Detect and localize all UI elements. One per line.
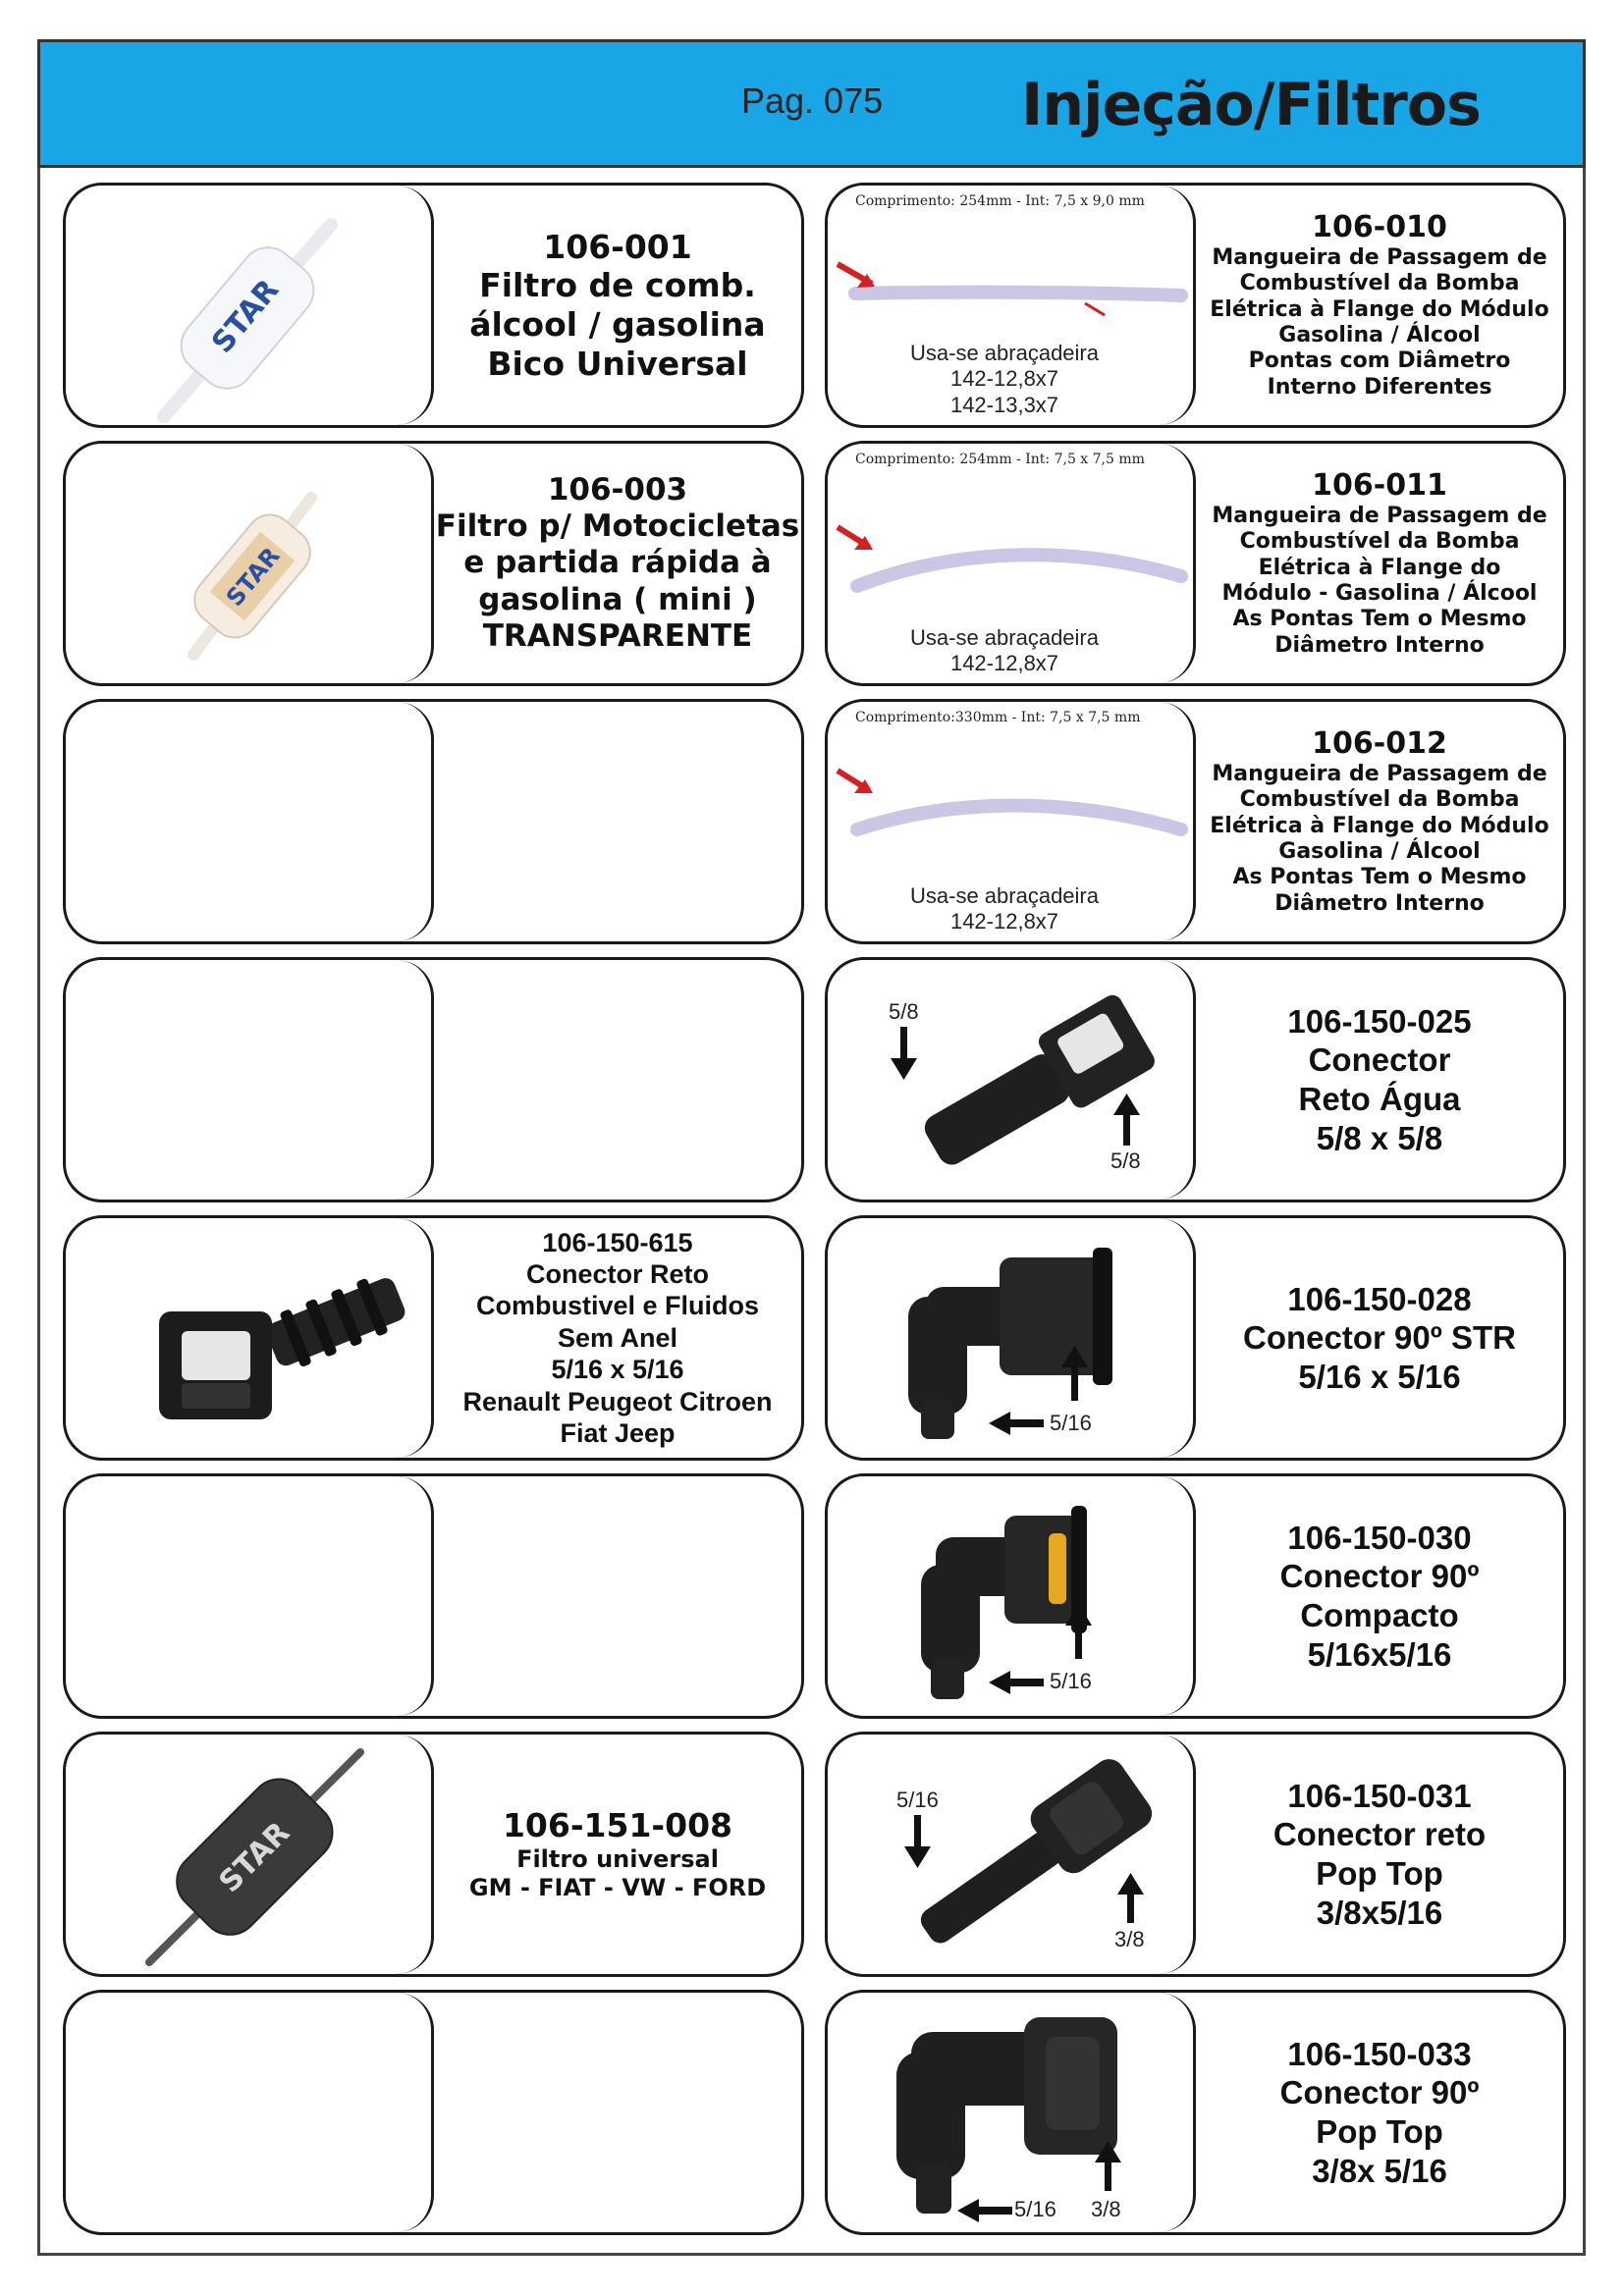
product-text (434, 186, 801, 425)
product-code: 106-150-031 (1287, 1777, 1472, 1814)
product-text (434, 444, 801, 683)
product-card-empty (63, 1990, 804, 2235)
product-code: 106-010 (1312, 209, 1447, 244)
product-text (1196, 1218, 1563, 1458)
product-image (828, 186, 1196, 425)
product-card (63, 1732, 804, 1977)
product-code: 106-150-028 (1287, 1280, 1472, 1317)
product-card (825, 699, 1566, 944)
hose-length: Comprimento: 254mm - Int: 7,5 x 7,5 mm (855, 452, 1145, 467)
product-text (434, 1218, 801, 1458)
product-desc: 5/8 x 5/8 (1316, 1119, 1443, 1156)
product-code: 106-150-025 (1287, 1002, 1472, 1040)
product-text (1196, 702, 1563, 941)
product-desc: Pop Top (1316, 2113, 1443, 2150)
fuel-filter-icon (66, 444, 434, 683)
product-desc: 3/8x 5/16 (1312, 2152, 1447, 2189)
product-card-empty (63, 1473, 804, 1719)
product-desc: Gasolina / Álcool (1278, 839, 1481, 864)
product-desc: Combustivel e Fluidos (475, 1291, 760, 1321)
hose-note: Usa-se abraçadeira 142-12,8x7 (910, 625, 1099, 676)
product-code: 106-011 (1312, 467, 1447, 503)
svg-text:STAR: STAR (220, 542, 286, 613)
product-desc: Conector Reto (525, 1259, 709, 1290)
size-label: 5/8 (1110, 1148, 1141, 1173)
product-image (66, 1218, 434, 1458)
product-desc: Mangueira de Passagem de (1212, 761, 1547, 786)
product-desc: Elétrica à Flange do Módulo (1210, 813, 1549, 838)
product-code: 106-003 (547, 472, 688, 508)
product-card-empty (63, 699, 804, 944)
product-image (828, 702, 1196, 941)
product-desc: TRANSPARENTE (482, 617, 753, 654)
fuel-filter-icon (66, 186, 434, 425)
product-card (825, 1215, 1566, 1461)
arrow-icon (957, 2199, 1012, 2222)
product-desc: Diâmetro Interno (1274, 632, 1485, 658)
product-card (825, 441, 1566, 686)
product-desc: 5/16x5/16 (1307, 1635, 1452, 1673)
connector-icon (828, 1993, 1196, 2232)
product-desc: Compacto (1300, 1597, 1459, 1633)
product-desc: Combustível da Bomba (1239, 271, 1520, 296)
product-desc: Gasolina / Álcool (1278, 323, 1481, 347)
product-text (434, 1735, 801, 1974)
product-desc: Conector 90º STR (1243, 1319, 1516, 1357)
product-desc: Conector 90º (1279, 1558, 1480, 1595)
size-label: 5/16 (1014, 2197, 1056, 2221)
product-code: 106-151-008 (502, 1806, 733, 1845)
product-desc: Reto Água (1298, 1081, 1461, 1117)
connector-icon (828, 1476, 1196, 1716)
product-desc: 5/16 x 5/16 (551, 1355, 684, 1385)
product-desc: Bico Universal (487, 344, 748, 383)
product-desc: Módulo - Gasolina / Álcool (1221, 581, 1538, 606)
product-text (1196, 186, 1563, 425)
product-image (66, 960, 434, 1200)
product-code: 106-150-033 (1287, 2035, 1472, 2072)
product-desc: 3/8x5/16 (1316, 1894, 1443, 1931)
size-label: 5/16 (1050, 1411, 1092, 1435)
fuel-filter-icon (66, 1735, 434, 1974)
product-desc: As Pontas Tem o Mesmo (1232, 607, 1527, 632)
product-card (825, 957, 1566, 1202)
product-text (1196, 1476, 1563, 1716)
product-desc: Elétrica à Flange do Módulo (1210, 296, 1549, 322)
product-text (1196, 444, 1563, 683)
product-desc: e partida rápida à (463, 545, 772, 581)
product-card (825, 1990, 1566, 2235)
product-text (1196, 960, 1563, 1200)
product-card (825, 183, 1566, 428)
product-desc: Elétrica à Flange do (1258, 555, 1501, 580)
size-label: 5/8 (889, 999, 919, 1024)
product-image (828, 444, 1196, 683)
product-image (828, 1476, 1196, 1716)
connector-icon (66, 1218, 434, 1458)
connector-icon (828, 960, 1196, 1200)
product-desc: Filtro p/ Motocicletas (435, 508, 800, 545)
product-code: 106-150-030 (1287, 1519, 1472, 1556)
product-card (63, 183, 804, 428)
product-desc: As Pontas Tem o Mesmo (1232, 865, 1527, 890)
product-image (66, 1993, 434, 2232)
product-card (825, 1732, 1566, 1977)
product-image (66, 444, 434, 683)
product-text (1196, 1993, 1563, 2232)
svg-text:STAR: STAR (205, 273, 287, 360)
product-desc: Pontas com Diâmetro (1248, 348, 1511, 374)
svg-text:STAR: STAR (212, 1815, 298, 1900)
hose-note: Usa-se abraçadeira 142-12,8x7 142-13,3x7 (910, 341, 1099, 417)
product-image (66, 702, 434, 941)
arrow-icon (989, 1671, 1044, 1694)
arrow-icon (1117, 1873, 1144, 1923)
product-image (828, 960, 1196, 1200)
arrow-icon (891, 1027, 917, 1080)
product-desc: GM - FIAT - VW - FORD (468, 1873, 767, 1901)
product-desc: Diâmetro Interno (1274, 890, 1485, 916)
arrow-icon (904, 1815, 931, 1868)
product-code: 106-150-615 (542, 1227, 693, 1257)
product-desc: Combustível da Bomba (1239, 529, 1520, 555)
hose-length: Comprimento: 254mm - Int: 7,5 x 9,0 mm (855, 193, 1145, 209)
product-code: 106-001 (543, 227, 692, 266)
product-image (66, 1735, 434, 1974)
size-label: 5/16 (1050, 1669, 1092, 1693)
product-card (63, 1215, 804, 1461)
product-desc: 5/16 x 5/16 (1298, 1358, 1461, 1395)
product-card-empty (63, 957, 804, 1202)
product-text (1196, 1735, 1563, 1974)
page-title: Injeção/Filtros (1021, 71, 1481, 139)
product-desc: Pop Top (1316, 1855, 1443, 1892)
product-desc: Filtro de comb. (479, 266, 756, 305)
product-desc: Mangueira de Passagem de (1212, 503, 1547, 528)
product-desc: gasolina ( mini ) (478, 581, 757, 617)
product-desc: Fiat Jeep (560, 1417, 676, 1448)
hose-note: Usa-se abraçadeira 142-12,8x7 (910, 883, 1099, 934)
arrow-icon (989, 1412, 1044, 1435)
product-desc: Combustível da Bomba (1239, 787, 1520, 813)
product-image (828, 1218, 1196, 1458)
product-desc: Filtro universal (516, 1845, 719, 1873)
product-card (825, 1473, 1566, 1719)
product-code: 106-012 (1312, 725, 1447, 761)
product-image (828, 1993, 1196, 2232)
page-number: Pag. 075 (741, 80, 884, 121)
product-desc: Mangueira de Passagem de (1212, 244, 1547, 270)
size-label: 3/8 (1091, 2197, 1121, 2221)
product-desc: Conector reto (1272, 1816, 1487, 1853)
connector-icon (828, 1218, 1196, 1458)
size-label: 3/8 (1114, 1927, 1145, 1951)
arrow-icon (1113, 1094, 1140, 1146)
product-desc: Conector 90º (1279, 2074, 1480, 2111)
product-desc: Interno Diferentes (1267, 374, 1492, 400)
product-desc: Conector (1308, 1041, 1451, 1079)
product-image (66, 186, 434, 425)
hose-length: Comprimento:330mm - Int: 7,5 x 7,5 mm (855, 710, 1141, 725)
product-desc: Renault Peugeot Citroen (462, 1386, 773, 1416)
product-desc: álcool / gasolina (469, 305, 766, 344)
product-card (63, 441, 804, 686)
product-image (828, 1735, 1196, 1974)
product-desc: Sem Anel (557, 1322, 678, 1353)
size-label: 5/16 (896, 1788, 939, 1812)
product-image (66, 1476, 434, 1716)
